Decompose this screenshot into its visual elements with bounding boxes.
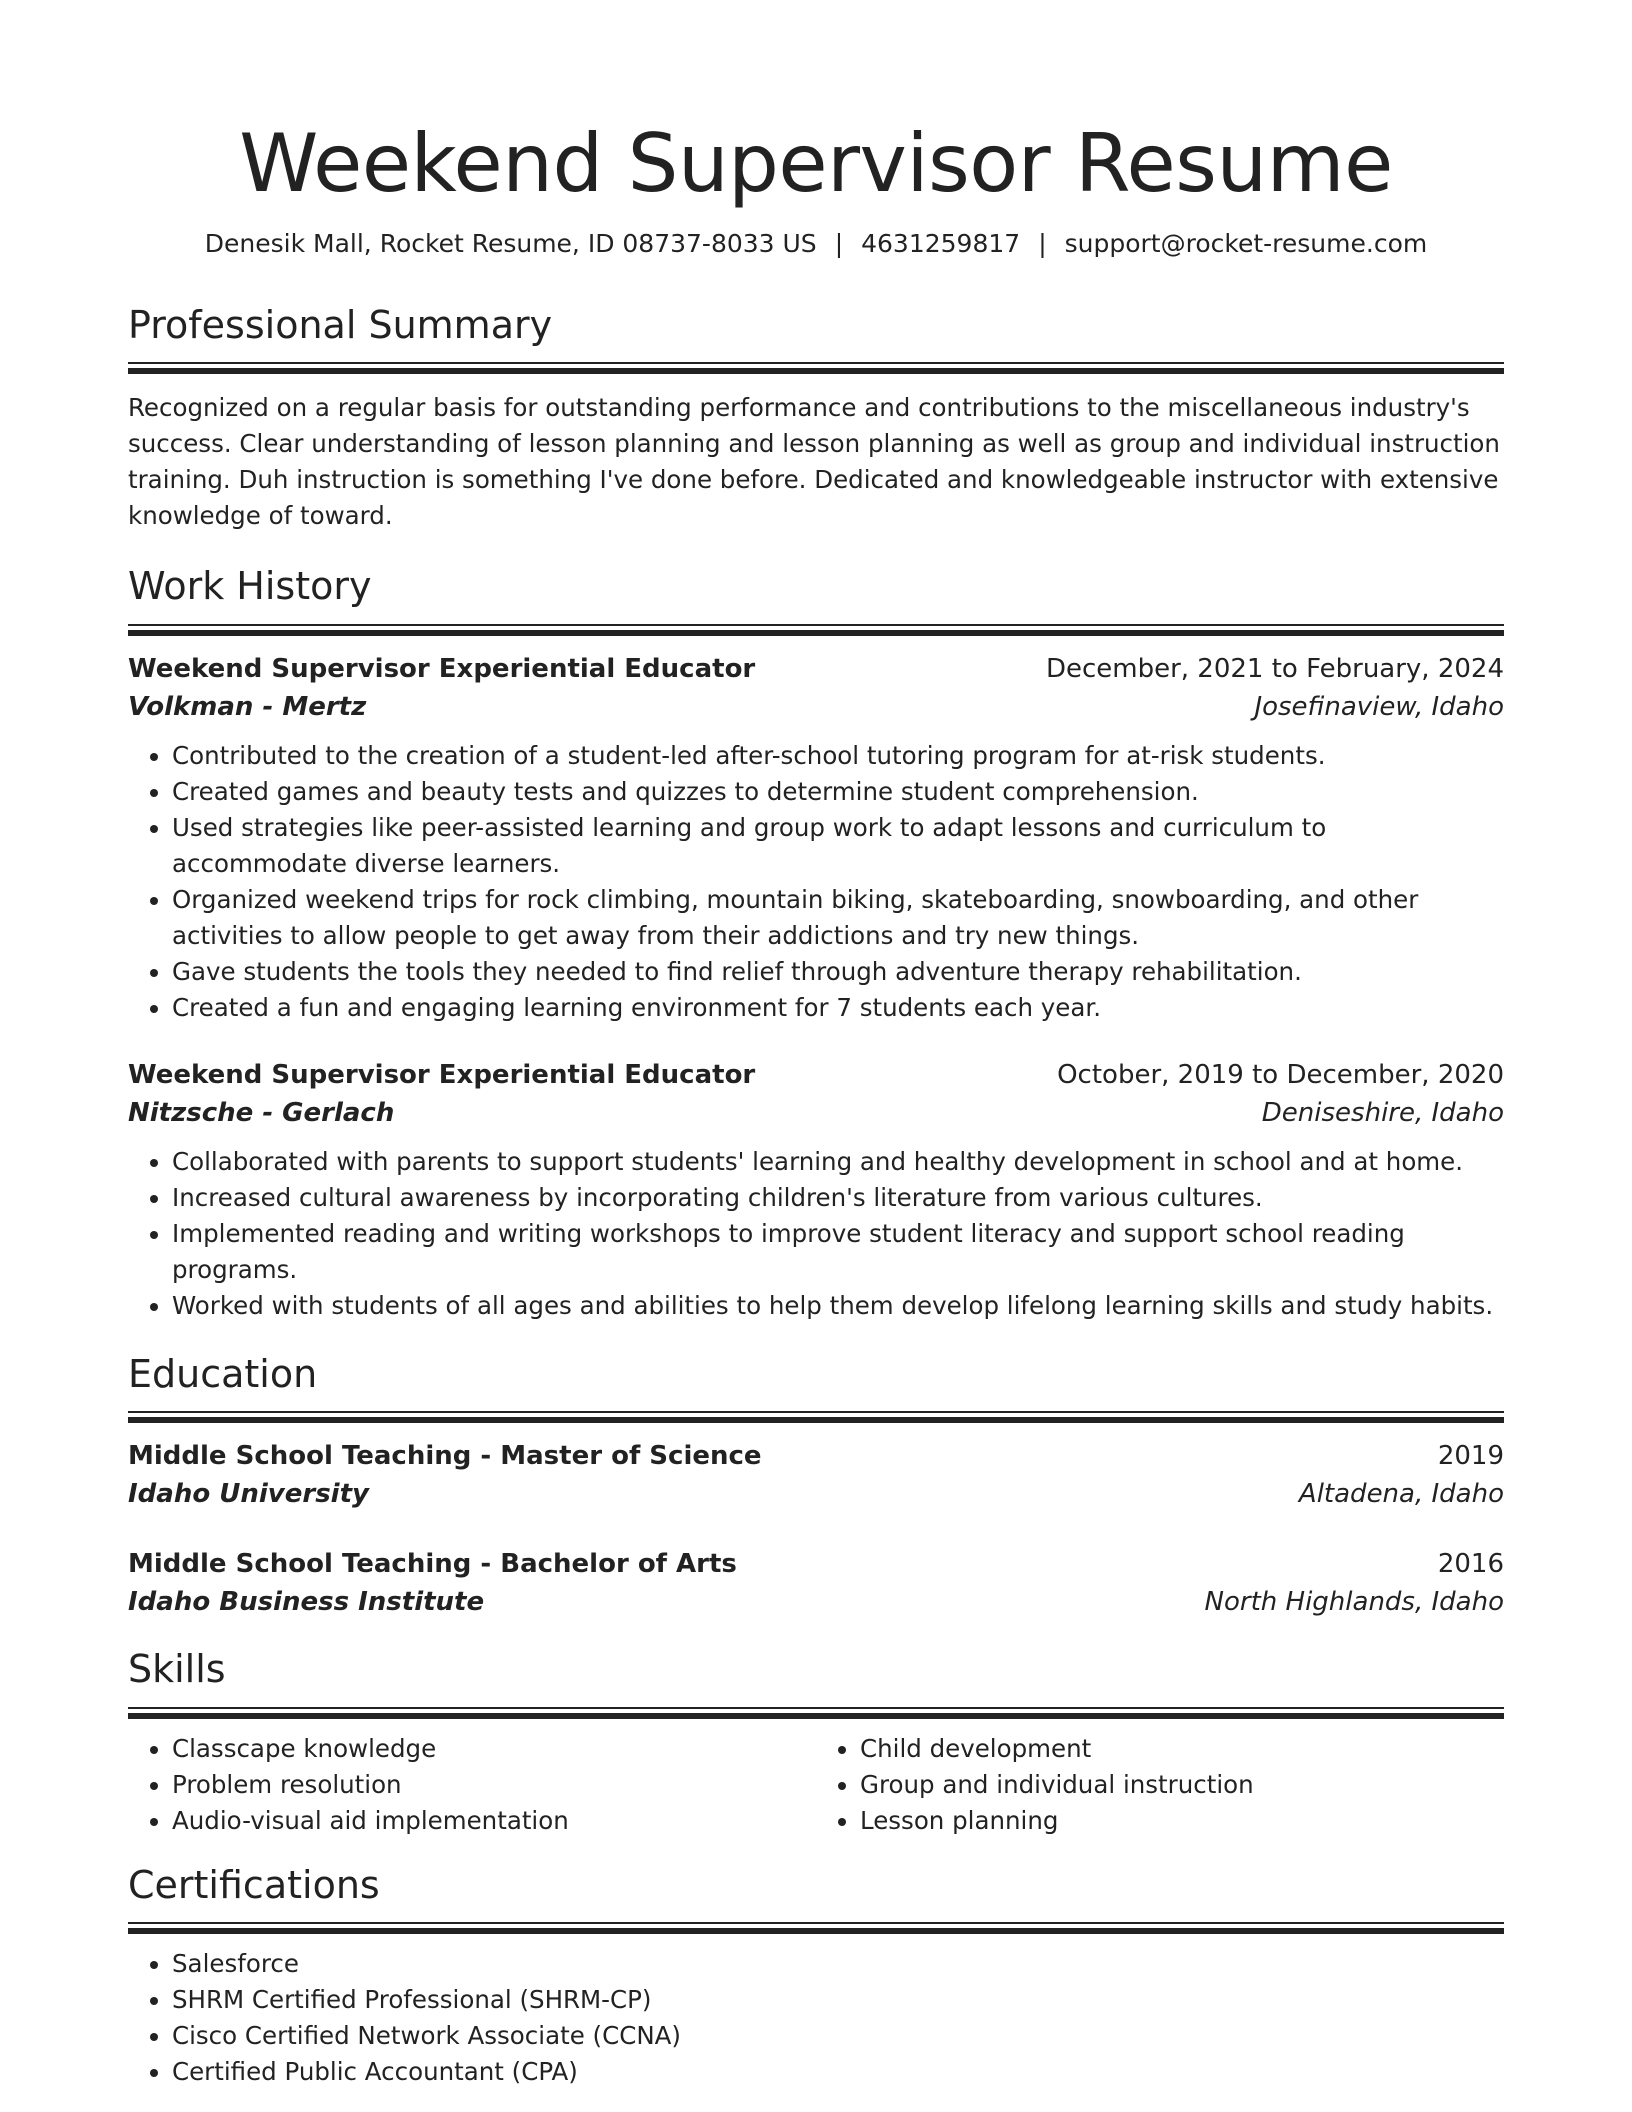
certification-item: • SHRM Certified Professional (SHRM-CP)	[172, 1982, 1504, 2018]
job-bullets	[128, 738, 1504, 1026]
education-degree: Middle School Teaching - Master of Science	[128, 1441, 762, 1472]
job-dates: December, 2021 to February, 2024	[1045, 653, 1504, 684]
job-company: Volkman - Mertz	[128, 691, 367, 722]
contact-separator: |	[834, 229, 844, 258]
skill-item: • Problem resolution	[172, 1767, 816, 1803]
job-bullet: • Increased cultural awareness by incorporating children's literature from various cultures.	[172, 1180, 1504, 1216]
job-company: Nitzsche - Gerlach	[128, 1097, 395, 1128]
education-header	[128, 1545, 1504, 1583]
resume-name: Weekend Supervisor Resume	[239, 117, 1393, 210]
job-bullets	[128, 1144, 1504, 1324]
certification-item: • Cisco Certified Network Associate (CCNA)	[172, 2018, 1504, 2054]
job-bullet: • Collaborated with parents to support students' learning and healthy development in school and at home.	[172, 1144, 1504, 1180]
skill-item: • Audio-visual aid implementation	[172, 1803, 816, 1839]
certification-item: • Certified Public Accountant (CPA)	[172, 2054, 1504, 2090]
education-entry	[128, 1437, 1504, 1513]
education-section	[128, 1352, 1504, 1622]
job-subheader	[128, 1094, 1504, 1132]
job-title: Weekend Supervisor Experiential Educator	[128, 1059, 756, 1090]
summary-text: Recognized on a regular basis for outstanding performance and contributions to the miscellaneous industry's success. Clear understanding of lesson planning and lesson planning as well as group and individual instruction training. Duh instruction is something I've done before. Dedicated and knowledgeable instructor with extensive knowledge of toward.	[128, 393, 1500, 531]
job-dates: October, 2019 to December, 2020	[1057, 1059, 1504, 1090]
job-bullet: • Created games and beauty tests and quizzes to determine student comprehension.	[172, 774, 1504, 810]
contact-address: Denesik Mall, Rocket Resume, ID 08737-8033 US	[204, 229, 817, 258]
section-title-skills: Skills	[128, 1647, 226, 1692]
skills-section	[128, 1647, 1504, 1839]
work-section	[128, 564, 1504, 1324]
education-subheader	[128, 1583, 1504, 1621]
summary-section	[128, 303, 1504, 535]
job-bullet: • Contributed to the creation of a student-led after-school tutoring program for at-risk students.	[172, 738, 1504, 774]
certification-item: • Salesforce	[172, 1946, 1504, 1982]
contact-separator: |	[1038, 229, 1047, 258]
education-degree: Middle School Teaching - Bachelor of Arts	[128, 1549, 737, 1580]
contact-email: support@rocket-resume.com	[1064, 229, 1428, 258]
education-school: Idaho University	[128, 1479, 369, 1510]
section-title-certifications: Certifications	[128, 1862, 380, 1907]
education-subheader	[128, 1475, 1504, 1513]
section-title-summary: Professional Summary	[128, 302, 553, 347]
section-divider	[128, 624, 1504, 636]
job-bullet: • Used strategies like peer-assisted learning and group work to adapt lessons and curriculum to accommodate diverse learners.	[172, 810, 1504, 882]
education-year: 2019	[1437, 1441, 1504, 1472]
skill-item: • Child development	[860, 1731, 1504, 1767]
job-entry	[128, 650, 1504, 1026]
section-divider	[128, 1411, 1504, 1423]
education-header	[128, 1437, 1504, 1475]
certifications-section	[128, 1863, 1504, 2091]
job-location: Josefinaview, Idaho	[1254, 691, 1504, 722]
certification-list	[128, 1946, 1504, 2090]
education-location: North Highlands, Idaho	[1204, 1587, 1504, 1618]
job-bullet: • Gave students the tools they needed to find relief through adventure therapy rehabilitation.	[172, 954, 1504, 990]
section-divider	[128, 1707, 1504, 1719]
job-location: Deniseshire, Idaho	[1261, 1097, 1504, 1128]
education-year: 2016	[1437, 1549, 1504, 1580]
job-header	[128, 650, 1504, 688]
job-entry	[128, 1056, 1504, 1324]
job-header	[128, 1056, 1504, 1094]
skill-item: • Lesson planning	[860, 1803, 1504, 1839]
section-divider	[128, 362, 1504, 374]
job-bullet: • Organized weekend trips for rock climbing, mountain biking, skateboarding, snowboarding, and other activities to allow people to get away from their addictions and try new things.	[172, 882, 1504, 954]
skills-column-left	[128, 1731, 816, 1839]
job-bullet: • Implemented reading and writing workshops to improve student literacy and support school reading programs.	[172, 1216, 1504, 1288]
job-bullet: • Worked with students of all ages and abilities to help them develop lifelong learning skills and study habits.	[172, 1288, 1504, 1324]
job-title: Weekend Supervisor Experiential Educator	[128, 653, 756, 684]
contact-line	[128, 228, 1504, 261]
job-subheader	[128, 688, 1504, 726]
skills-grid	[128, 1731, 1504, 1839]
skills-column-right	[816, 1731, 1504, 1839]
education-entry	[128, 1545, 1504, 1621]
job-bullet: • Created a fun and engaging learning environment for 7 students each year.	[172, 990, 1504, 1026]
skill-item: • Group and individual instruction	[860, 1767, 1504, 1803]
education-school: Idaho Business Institute	[128, 1587, 485, 1618]
section-title-education: Education	[128, 1351, 318, 1396]
education-location: Altadena, Idaho	[1298, 1479, 1504, 1510]
contact-phone: 4631259817	[861, 229, 1021, 258]
section-title-work: Work History	[128, 564, 372, 609]
skill-item: • Classcape knowledge	[172, 1731, 816, 1767]
section-divider	[128, 1922, 1504, 1934]
